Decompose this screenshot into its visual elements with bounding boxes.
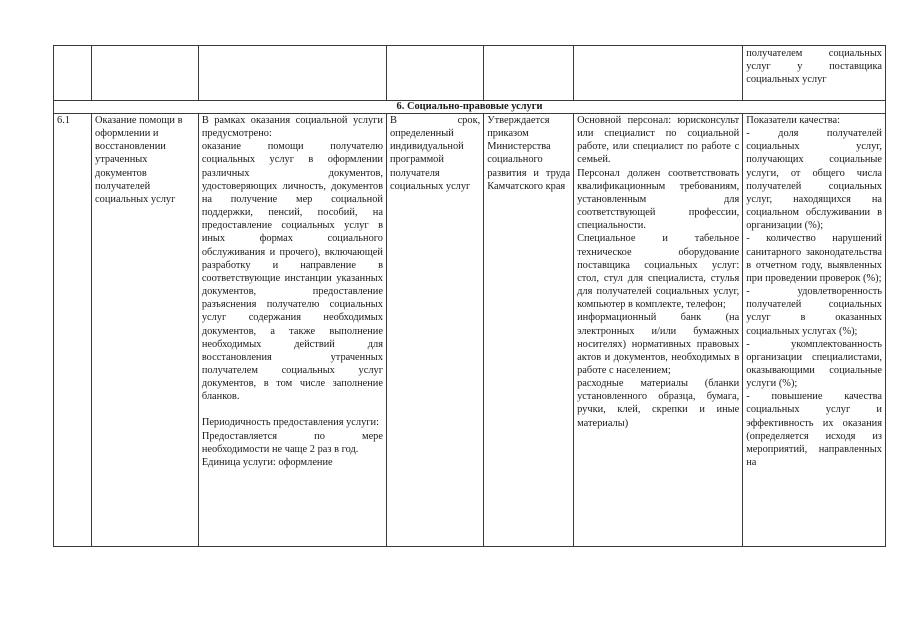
services-table xyxy=(53,45,886,547)
conditions-paragraph: Специальное и табельное техническое оборудование поставщика социальных услуг: стол, стул для специалиста, стулья для получателей социальных услуг, компьютер в комплекте, телефон; xyxy=(577,233,740,311)
indicator-item: - количество нарушений санитарного законодательства в отчетном году, выявленных при проведении проверок (%); xyxy=(746,233,882,284)
table-row-continuation xyxy=(54,46,886,101)
cell-conditions xyxy=(574,114,743,547)
cell-number: 6.1 xyxy=(54,114,92,547)
section-header-row xyxy=(54,101,886,114)
description-paragraph: Предоставляется по мере необходимости не чаще 2 раз в год. xyxy=(201,430,383,455)
conditions-paragraph: Персонал должен соответствовать квалификационным требованиям, установленным для соответствующей профессии, специальности. xyxy=(577,167,740,232)
indicator-item: - повышение качества социальных услуг и эффективность их оказания (определяется исходя из мероприятий, направленных на xyxy=(746,391,882,469)
description-paragraph: Периодичность предоставления услуги: xyxy=(201,417,379,429)
description-paragraph: оказание помощи получателю социальных услуг в оформлении различных документов, удостоверяющих личность, документов на получение мер социальной поддержки, пенсий, пособий, на предоставление социальных услуг в иных формах социального обслуживания и прочего), включающей разработку и направление в соответствующие инстанции указанных документов, предоставление разъяснения получателю социальных услуг содержания необходимых документов, а также выполнение необходимых действий для восстановления утраченных получателем социальных услуг документов, в том числе заполнение бланков. xyxy=(201,141,383,403)
cell-indicators xyxy=(743,114,886,547)
conditions-paragraph: информационный банк (на электронных и/или бумажных носителях) нормативных правовых актов и документов, необходимых в работе с населением; xyxy=(577,312,740,376)
cell-empty xyxy=(54,46,92,101)
cell-description xyxy=(198,114,386,547)
description-paragraph: Единица услуги: оформление xyxy=(201,456,333,468)
table-row xyxy=(54,114,886,547)
cell-empty xyxy=(484,46,574,101)
cell-empty xyxy=(198,46,386,101)
indicator-item: - доля получателей социальных услуг, получающих социальные услуги, от общего числа получателей социальных услуг, находящихся на социальном обслуживании в организации (%); xyxy=(746,128,882,232)
description-spacer xyxy=(202,403,383,416)
cell-empty xyxy=(92,46,199,101)
indicator-item: - удовлетворенность получателей социальных услуг в оказанных социальных услугах (%); xyxy=(746,286,882,337)
cell-service-name: Оказание помощи в оформлении и восстановлении утраченных документов получателей социальных услуг xyxy=(92,114,199,547)
cell-empty xyxy=(386,46,483,101)
conditions-paragraph: Основной персонал: юрисконсульт или специалист по социальной работе, или специалист по работе с семьей. xyxy=(577,115,740,166)
indicator-item: Показатели качества: xyxy=(746,115,840,126)
indicator-item: - укомплектованность организации специалистами, оказывающими социальные услуги (%); xyxy=(746,338,882,390)
cell-approval: Утверждается приказом Министерства социального развития и труда Камчатского края xyxy=(484,114,574,547)
conditions-paragraph: расходные материалы (бланки установленного образца, бумага, ручки, клей, скрепки и иные материалы) xyxy=(577,378,740,429)
cell-term: В срок, определенный индивидуальной программой получателя социальных услуг xyxy=(386,114,483,547)
cell-empty xyxy=(574,46,743,101)
section-title: 6. Социально-правовые услуги xyxy=(54,101,886,114)
description-paragraph: В рамках оказания социальной услуги предусмотрено: xyxy=(201,115,383,140)
cell-continuation-text: получателем социальных услуг у поставщика социальных услуг xyxy=(743,46,886,101)
